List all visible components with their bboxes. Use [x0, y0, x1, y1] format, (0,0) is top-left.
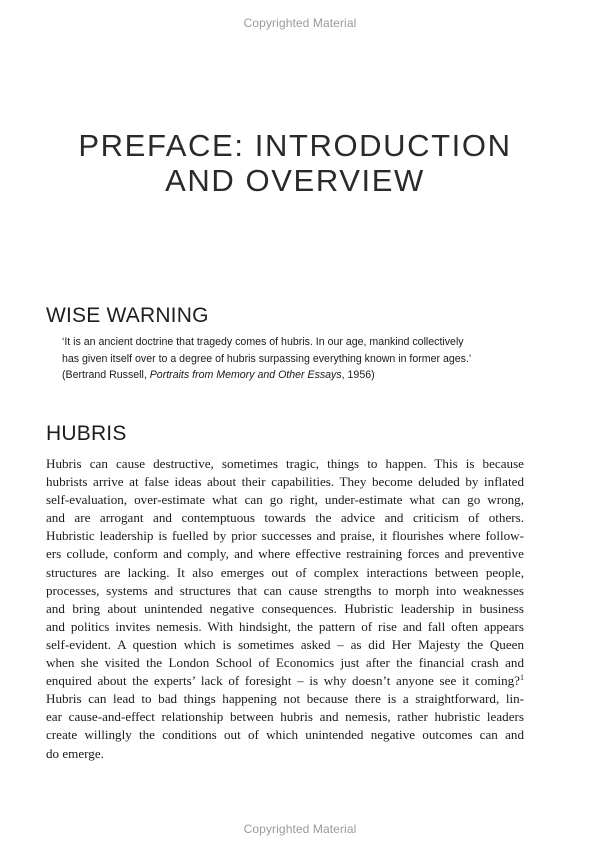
quote-line-1: ‘It is an ancient doctrine that tragedy comes of hubris. In our age, mankind collectively [62, 336, 464, 348]
paragraph-line: processes, systems and structures that can cause strengths to morph into weaknesses [46, 582, 524, 598]
epigraph-quote [62, 334, 522, 384]
attribution-year: , 1956) [341, 369, 375, 381]
paragraph-line-text: enquired about the experts’ lack of foresight – is why doesn’t anyone see it coming? [46, 673, 520, 689]
hubris-paragraph [46, 455, 524, 763]
paragraph-line: hubrists arrive at false ideas about their capabilities. They become deluded by inflated [46, 474, 524, 490]
chapter-title-line-1: PREFACE: INTRODUCTION [78, 128, 512, 163]
copyright-watermark-bottom: Copyrighted Material [243, 822, 357, 836]
paragraph-line: and are arrogant and contemptuous towards the advice and criticism of others. [46, 510, 524, 526]
paragraph-line: when she visited the London School of Economics just after the financial crash and [46, 655, 524, 671]
quote-attribution [62, 367, 522, 384]
attribution-author: (Bertrand Russell, [62, 369, 150, 381]
section-heading-wise-warning: WISE WARNING [46, 304, 209, 327]
paragraph-line: structures are lacking. It also emerges out of complex interactions between people, [46, 564, 524, 580]
attribution-work-title: Portraits from Memory and Other Essays [149, 369, 342, 381]
paragraph-line: create willingly the conditions out of which unintended negative outcomes can and [46, 727, 524, 743]
quote-line-2: has given itself over to a degree of hubris surpassing everything known in former ages.’ [62, 352, 472, 365]
chapter-title-line-2: AND OVERVIEW [165, 163, 425, 198]
paragraph-line: Hubris can cause destructive, sometimes tragic, things to happen. This is because [46, 456, 524, 471]
paragraph-line: self-evident. A question which is sometimes asked – as did Her Majesty the Queen [46, 636, 524, 652]
copyright-watermark-top: Copyrighted Material [243, 16, 357, 30]
paragraph-line: and politics invites nemesis. With hindsight, the pattern of rise and fall often appears [46, 618, 524, 634]
paragraph-line: do emerge. [46, 745, 104, 761]
paragraph-line: and bring about unintended negative consequences. Hubristic leadership in business [46, 600, 524, 616]
footnote-marker: 1 [520, 673, 524, 683]
paragraph-line: Hubristic leadership is fuelled by prior successes and praise, it flourishes where follow- [46, 528, 524, 544]
paragraph-line: ers collude, conform and comply, and where effective restraining forces and preventive [46, 546, 524, 562]
paragraph-line-with-footnote [46, 672, 524, 690]
section-heading-hubris: HUBRIS [46, 422, 127, 445]
paragraph-line: Hubris can lead to bad things happening not because there is a straightforward, lin- [46, 691, 524, 707]
chapter-title [40, 128, 550, 198]
paragraph-line: self-evaluation, over-estimate what can go right, under-estimate what can go wrong, [46, 492, 524, 508]
paragraph-line: ear cause-and-effect relationship between hubris and nemesis, rather hubristic leaders [46, 709, 524, 725]
